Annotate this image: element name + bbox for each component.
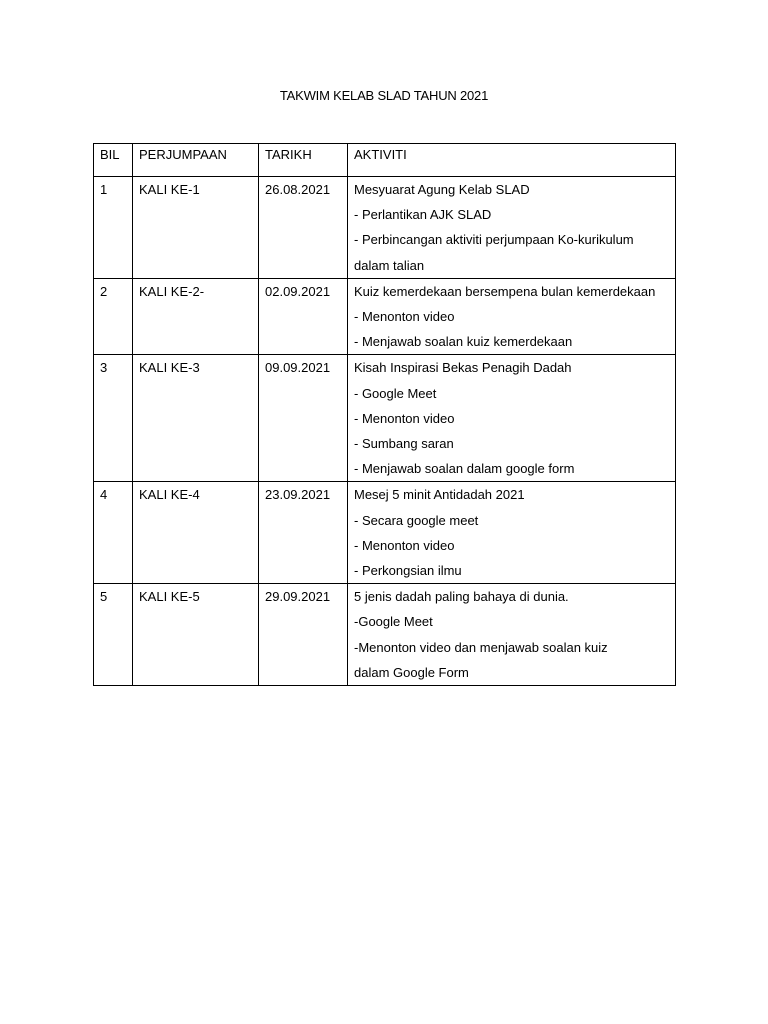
cell-aktiviti bbox=[348, 177, 676, 279]
cell-tarikh: 09.09.2021 bbox=[259, 355, 348, 482]
aktiviti-line: dalam Google Form bbox=[354, 664, 469, 680]
table-row bbox=[94, 177, 676, 279]
aktiviti-line: -Google Meet bbox=[354, 614, 433, 630]
aktiviti-line: - Google Meet bbox=[354, 385, 437, 401]
cell-perjumpaan: KALI KE-1 bbox=[133, 177, 259, 279]
aktiviti-line: - Sumbang saran bbox=[354, 436, 454, 452]
header-aktiviti: AKTIVITI bbox=[348, 144, 676, 177]
aktiviti-line: Mesyuarat Agung Kelab SLAD bbox=[354, 182, 530, 197]
cell-tarikh: 29.09.2021 bbox=[259, 584, 348, 686]
table-header-row bbox=[94, 144, 676, 177]
cell-tarikh: 26.08.2021 bbox=[259, 177, 348, 279]
cell-aktiviti bbox=[348, 482, 676, 584]
cell-perjumpaan: KALI KE-5 bbox=[133, 584, 259, 686]
aktiviti-line: - Perkongsian ilmu bbox=[354, 563, 462, 579]
header-tarikh: TARIKH bbox=[259, 144, 348, 177]
cell-perjumpaan: KALI KE-3 bbox=[133, 355, 259, 482]
cell-tarikh: 23.09.2021 bbox=[259, 482, 348, 584]
aktiviti-line: - Menonton video bbox=[354, 309, 455, 325]
cell-perjumpaan: KALI KE-4 bbox=[133, 482, 259, 584]
table-row bbox=[94, 584, 676, 686]
cell-bil: 3 bbox=[94, 355, 133, 482]
aktiviti-line: - Menjawab soalan kuiz kemerdekaan bbox=[354, 334, 573, 350]
aktiviti-line: - Menonton video bbox=[354, 537, 455, 553]
table-row bbox=[94, 355, 676, 482]
aktiviti-line: - Perlantikan AJK SLAD bbox=[354, 207, 492, 223]
aktiviti-line: Mesej 5 minit Antidadah 2021 bbox=[354, 487, 525, 503]
table-row bbox=[94, 278, 676, 355]
aktiviti-line: -Menonton video dan menjawab soalan kuiz bbox=[354, 639, 608, 655]
cell-aktiviti bbox=[348, 584, 676, 686]
table-row bbox=[94, 482, 676, 584]
aktiviti-line: 5 jenis dadah paling bahaya di dunia. bbox=[354, 589, 569, 605]
aktiviti-line: Kuiz kemerdekaan bersempena bulan kemerdekaan bbox=[354, 283, 656, 299]
cell-bil: 2 bbox=[94, 278, 133, 355]
page-title: TAKWIM KELAB SLAD TAHUN 2021 bbox=[279, 88, 489, 103]
aktiviti-line: - Menonton video bbox=[354, 410, 455, 426]
schedule-table bbox=[93, 143, 676, 686]
header-bil: BIL bbox=[94, 144, 133, 177]
cell-tarikh: 02.09.2021 bbox=[259, 278, 348, 355]
cell-bil: 5 bbox=[94, 584, 133, 686]
cell-bil: 4 bbox=[94, 482, 133, 584]
aktiviti-line: - Perbincangan aktiviti perjumpaan Ko-kurikulum dalam talian bbox=[354, 232, 634, 273]
aktiviti-line: Kisah Inspirasi Bekas Penagih Dadah bbox=[354, 360, 572, 376]
cell-aktiviti bbox=[348, 278, 676, 355]
cell-aktiviti bbox=[348, 355, 676, 482]
header-perjumpaan: PERJUMPAAN bbox=[133, 144, 259, 177]
cell-perjumpaan: KALI KE-2- bbox=[133, 278, 259, 355]
aktiviti-line: - Secara google meet bbox=[354, 512, 479, 528]
aktiviti-line: - Menjawab soalan dalam google form bbox=[354, 461, 575, 477]
cell-bil: 1 bbox=[94, 177, 133, 279]
